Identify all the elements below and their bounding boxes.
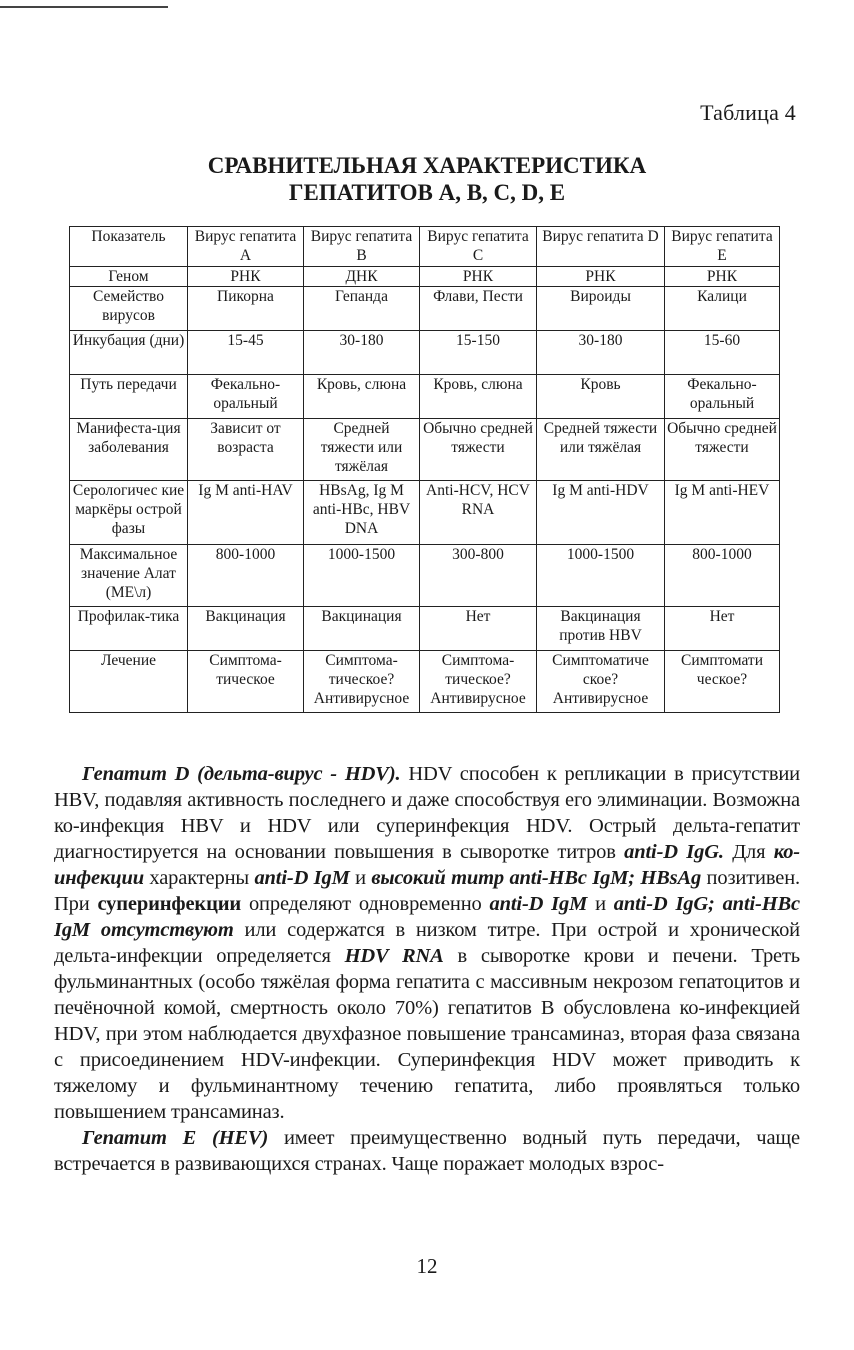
- table-cell: Средней тяжести или тяжёлая: [304, 419, 420, 481]
- table-cell: Кровь: [537, 375, 665, 419]
- table-row: [70, 545, 780, 607]
- emphasis-span: anti-D IgM: [489, 893, 588, 915]
- table-cell: Средней тяжести или тяжёлая: [537, 419, 665, 481]
- row-label-cell: Профилак-тика: [70, 607, 188, 651]
- row-label-cell: Серологичес кие маркёры острой фазы: [70, 481, 188, 545]
- table-cell: 30-180: [304, 331, 420, 375]
- table-cell: Нет: [420, 607, 537, 651]
- heading-hepatitis-e: Гепатит E (HEV): [82, 1127, 269, 1149]
- table-cell: 15-150: [420, 331, 537, 375]
- table-row: [70, 375, 780, 419]
- paragraph-hepatitis-d: [54, 761, 800, 1125]
- table-cell: Симптомати ческое?: [665, 651, 780, 713]
- emphasis-span: anti-D IgG; anti-HBc IgM отсутствуют: [54, 893, 800, 941]
- table-cell: 30-180: [537, 331, 665, 375]
- text-span: Для: [723, 841, 774, 863]
- emphasis-span: HDV RNA: [344, 945, 444, 967]
- row-label-cell: Путь передачи: [70, 375, 188, 419]
- row-label-cell: Геном: [70, 267, 188, 287]
- text-span: HDV способен к репликации в присутствии HBV, подавляя активность последнего и даже способствуя его элиминации. Возможна ко-инфекция HBV и HDV или суперинфекция HDV. Острый дельта-гепатит диагностируется на основании повышения в сыворотке титров: [54, 763, 800, 863]
- row-label-cell: Семейство вирусов: [70, 287, 188, 331]
- table-cell: Ig M anti-HEV: [665, 481, 780, 545]
- text-span: и: [349, 867, 372, 889]
- table-row: [70, 287, 780, 331]
- table-cell: Симптоматиче ское? Антивирусное: [537, 651, 665, 713]
- table-cell: ДНК: [304, 267, 420, 287]
- header-cell: Вирус гепатита A: [188, 227, 304, 267]
- paragraph-hepatitis-e: [54, 1125, 800, 1177]
- table-cell: Калици: [665, 287, 780, 331]
- emphasis-span: высокий титр anti-HBc IgM; HBsAg: [371, 867, 702, 889]
- emphasis-span: anti-D IgG.: [624, 841, 724, 863]
- heading-hepatitis-d: Гепатит D (дельта-вирус - HDV).: [82, 763, 401, 785]
- row-label-cell: Инкубация (дни): [70, 331, 188, 375]
- table-cell: Кровь, слюна: [304, 375, 420, 419]
- text-span: или содержатся в низком титре. При острой и хронической дельта-инфекции определяется: [54, 919, 800, 967]
- emphasis-span: ко-инфекции: [54, 841, 800, 889]
- table-cell: 300-800: [420, 545, 537, 607]
- text-span: и: [587, 893, 614, 915]
- table-cell: HBsAg, Ig M anti-HBc, HBV DNA: [304, 481, 420, 545]
- table-cell: 800-1000: [665, 545, 780, 607]
- table-cell: Нет: [665, 607, 780, 651]
- table-row: [70, 267, 780, 287]
- table-cell: Флави, Пести: [420, 287, 537, 331]
- comparison-table-body: [70, 227, 780, 713]
- header-cell: Вирус гепатита B: [304, 227, 420, 267]
- table-cell: Симптома-тическое? Антивирусное: [420, 651, 537, 713]
- text-span: определяют одновременно: [241, 893, 490, 915]
- table-cell: Зависит от возраста: [188, 419, 304, 481]
- row-label-cell: Лечение: [70, 651, 188, 713]
- header-cell: Вирус гепатита E: [665, 227, 780, 267]
- table-cell: Вакцинация: [304, 607, 420, 651]
- header-cell: Вирус гепатита C: [420, 227, 537, 267]
- table-title-line1: СРАВНИТЕЛЬНАЯ ХАРАКТЕРИСТИКА: [207, 153, 647, 178]
- table-row: [70, 607, 780, 651]
- table-cell: РНК: [537, 267, 665, 287]
- body-text: [54, 761, 800, 1177]
- table-cell: Ig M anti-HDV: [537, 481, 665, 545]
- table-cell: РНК: [665, 267, 780, 287]
- table-row: [70, 419, 780, 481]
- table-cell: Симптома-тическое? Антивирусное: [304, 651, 420, 713]
- emphasis-span: anti-D IgM: [254, 867, 350, 889]
- table-cell: 15-45: [188, 331, 304, 375]
- table-row: [70, 481, 780, 545]
- row-label-cell: Максимальное значение Алат (МЕ\л): [70, 545, 188, 607]
- table-cell: Anti-HCV, HCV RNA: [420, 481, 537, 545]
- table-cell: Обычно средней тяжести: [420, 419, 537, 481]
- bold-span: суперинфекции: [97, 893, 242, 915]
- table-cell: РНК: [420, 267, 537, 287]
- table-cell: Фекально-оральный: [188, 375, 304, 419]
- page-number: 12: [416, 1254, 438, 1278]
- row-label-cell: Манифеста-ция заболевания: [70, 419, 188, 481]
- header-cell: Показатель: [70, 227, 188, 267]
- table-label: Таблица 4: [700, 100, 796, 125]
- text-span: в сыворотке крови и печени. Треть фульминантных (особо тяжёлая форма гепатита с массивным некрозом гепатоцитов и печёночной комой, смертность около 70%) гепатитов В обусловлена ко-инфекцией HDV, при этом наблюдается двухфазное повышение трансаминаз, вторая фаза связана с присоединением HDV-инфекции. Суперинфекция HDV может приводить к тяжелому и фульминантному течению гепатита, либо проявляться только повышением трансаминаз.: [54, 945, 800, 1123]
- table-cell: Фекально-оральный: [665, 375, 780, 419]
- table-header-row: [70, 227, 780, 267]
- table-cell: 800-1000: [188, 545, 304, 607]
- table-cell: Ig M anti-HAV: [188, 481, 304, 545]
- table-cell: Вакцинация против HBV: [537, 607, 665, 651]
- table-cell: Обычно средней тяжести: [665, 419, 780, 481]
- text-span: позитивен. При: [54, 867, 800, 915]
- table-cell: Кровь, слюна: [420, 375, 537, 419]
- header-cell: Вирус гепатита D: [537, 227, 665, 267]
- table-title-line2: ГЕПАТИТОВ A, B, C, D, E: [288, 180, 566, 205]
- table-cell: 1000-1500: [537, 545, 665, 607]
- table-cell: 1000-1500: [304, 545, 420, 607]
- table-cell: Вироиды: [537, 287, 665, 331]
- table-cell: Гепанда: [304, 287, 420, 331]
- table-row: [70, 331, 780, 375]
- table-cell: Пикорна: [188, 287, 304, 331]
- table-cell: 15-60: [665, 331, 780, 375]
- table-cell: Симптома-тическое: [188, 651, 304, 713]
- text-span: характерны: [143, 867, 255, 889]
- table-cell: Вакцинация: [188, 607, 304, 651]
- top-rule: [0, 6, 168, 8]
- text-span: имеет преимущественно водный путь передачи, чаще встречается в развивающихся странах. Чаще поражает молодых взрос-: [54, 1127, 800, 1175]
- table-title: [0, 152, 854, 206]
- table-cell: РНК: [188, 267, 304, 287]
- table-row: [70, 651, 780, 713]
- comparison-table: [69, 226, 780, 713]
